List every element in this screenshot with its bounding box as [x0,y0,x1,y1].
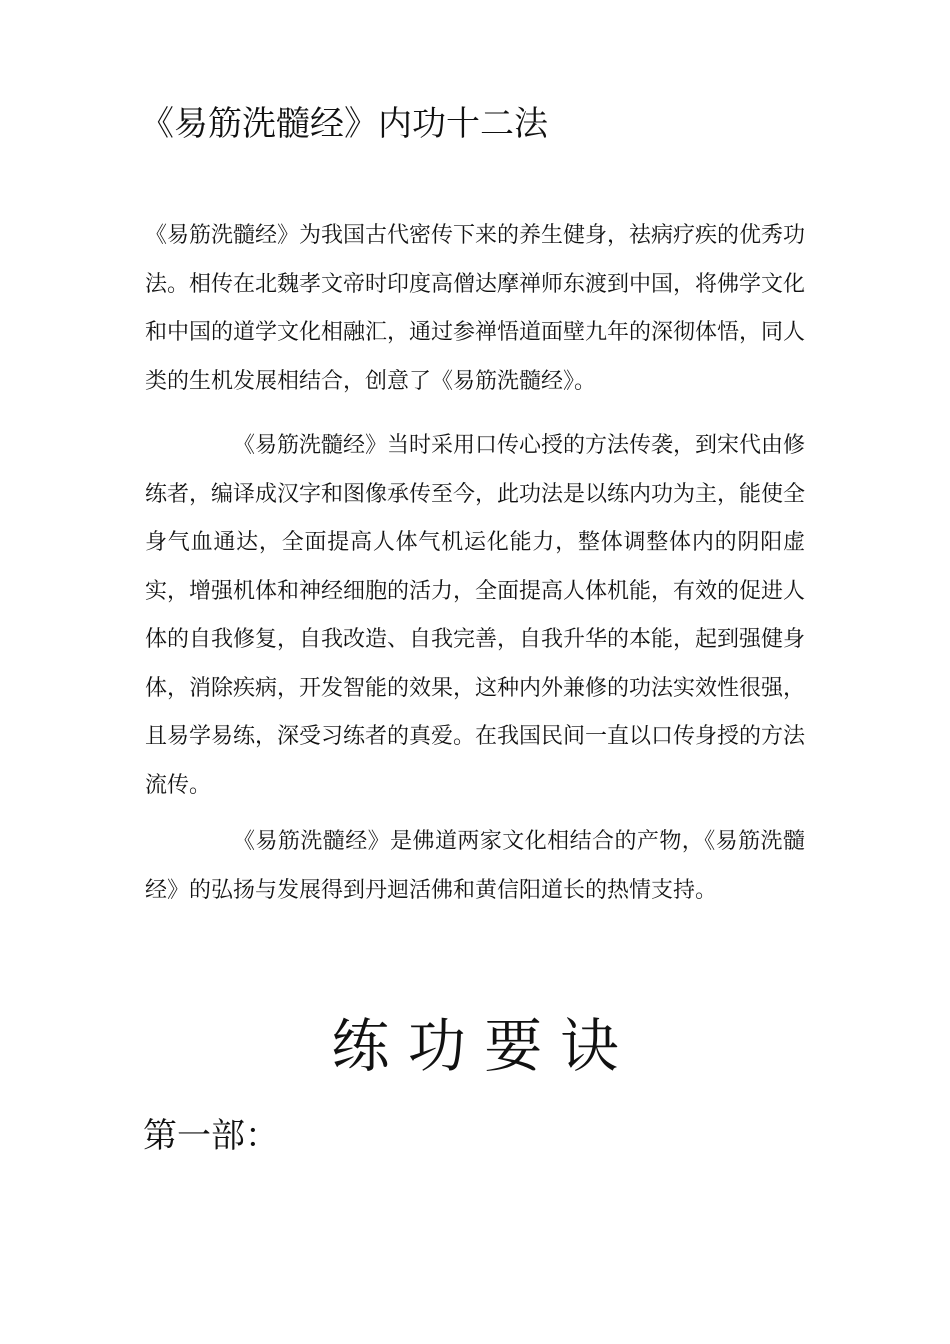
intro-paragraph: 《易筋洗髓经》为我国古代密传下来的养生健身，祛病疗疾的优秀功法。相传在北魏孝文帝时印度高僧达摩禅师东渡到中国，将佛学文化和中国的道学文化相融汇，通过参禅悟道面壁九年的深彻体悟，同人类的生机发展相结合，创意了《易筋洗髓经》。 [145,223,806,394]
document-title: 《易筋洗髓经》内功十二法 [140,104,548,144]
origin-paragraph: 《易筋洗髓经》是佛道两家文化相结合的产物，《易筋洗髓经》的弘扬与发展得到丹迴活佛和黄信阳道长的热情支持。 [145,829,805,903]
part-label: 第一部： [143,1116,279,1156]
history-paragraph: 《易筋洗髓经》当时采用口传心授的方法传袭，到宋代由修练者，编译成汉字和图像承传至今，此功法是以练内功为主，能使全身气血通达，全面提高人体气机运化能力，整体调整体内的阴阳虚实，增强机体和神经细胞的活力，全面提高人体机能，有效的促进人体的自我修复，自我改造、自我完善，自我升华的本能，起到强健身体，消除疾病，开发智能的效果，这种内外兼修的功法实效性很强，且易学易练，深受习练者的真爱。在我国民间一直以口传身授的方法流传。 [145,433,806,798]
section-heading: 练 功 要 诀 [331,1012,619,1080]
